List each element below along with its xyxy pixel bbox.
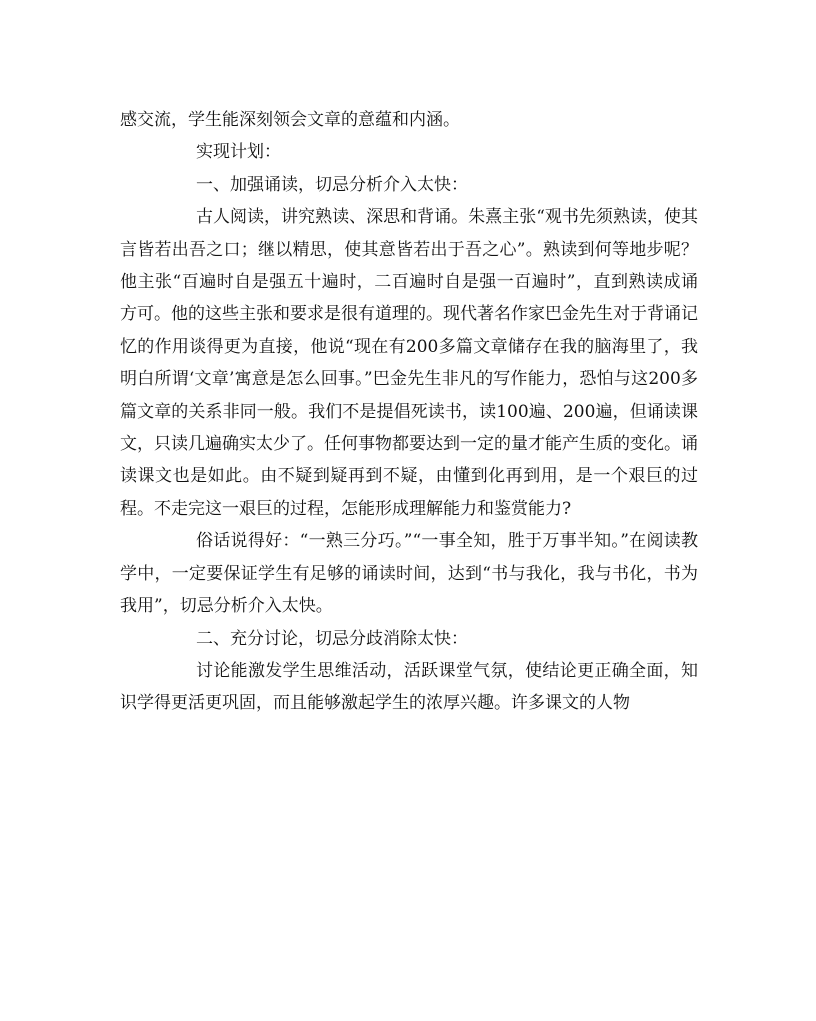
paragraph-proverb: 俗话说得好：“一熟三分巧。”“一事全知，胜于万事半知。”在阅读教学中，一定要保证学生有足够的诵读时间，达到“书与我化，我与书化，书为我用”，切忌分析介入太快。 bbox=[120, 531, 698, 617]
document-body bbox=[120, 104, 698, 720]
paragraph-reading: 古人阅读，讲究熟读、深思和背诵。朱熹主张“观书先须熟读，使其言皆若出吾之口；继以精思，使其意皆若出于吾之心”。熟读到何等地步呢？他主张“百遍时自是强五十遍时，二百遍时自是强一百遍时”，直到熟读成诵方可。他的这些主张和要求是很有道理的。现代著名作家巴金先生对于背诵记忆的作用谈得更为直接，他说“现在有200多篇文章储存在我的脑海里了，我明白所谓‘文章’寓意是怎么回事。”巴金先生非凡的写作能力，恐怕与这200多篇文章的关系非同一般。我们不是提倡死读书，读100遍、200遍，但诵读课文，只读几遍确实太少了。任何事物都要达到一定的量才能产生质的变化。诵读课文也是如此。由不疑到疑再到不疑，由懂到化再到用，是一个艰巨的过程。不走完这一艰巨的过程，怎能形成理解能力和鉴赏能力? bbox=[120, 207, 698, 519]
paragraph-discussion: 讨论能激发学生思维活动，活跃课堂气氛，使结论更正确全面，知识学得更活更巩固，而且能够激起学生的浓厚兴趣。许多课文的人物 bbox=[120, 660, 698, 714]
section-heading-2: 二、充分讨论，切忌分歧消除太快： bbox=[196, 628, 468, 649]
heading-implementation-plan: 实现计划： bbox=[196, 142, 281, 163]
section-heading-1: 一、加强诵读，切忌分析介入太快： bbox=[196, 174, 468, 195]
paragraph-continuation: 感交流，学生能深刻领会文章的意蕴和内涵。 bbox=[120, 110, 460, 130]
